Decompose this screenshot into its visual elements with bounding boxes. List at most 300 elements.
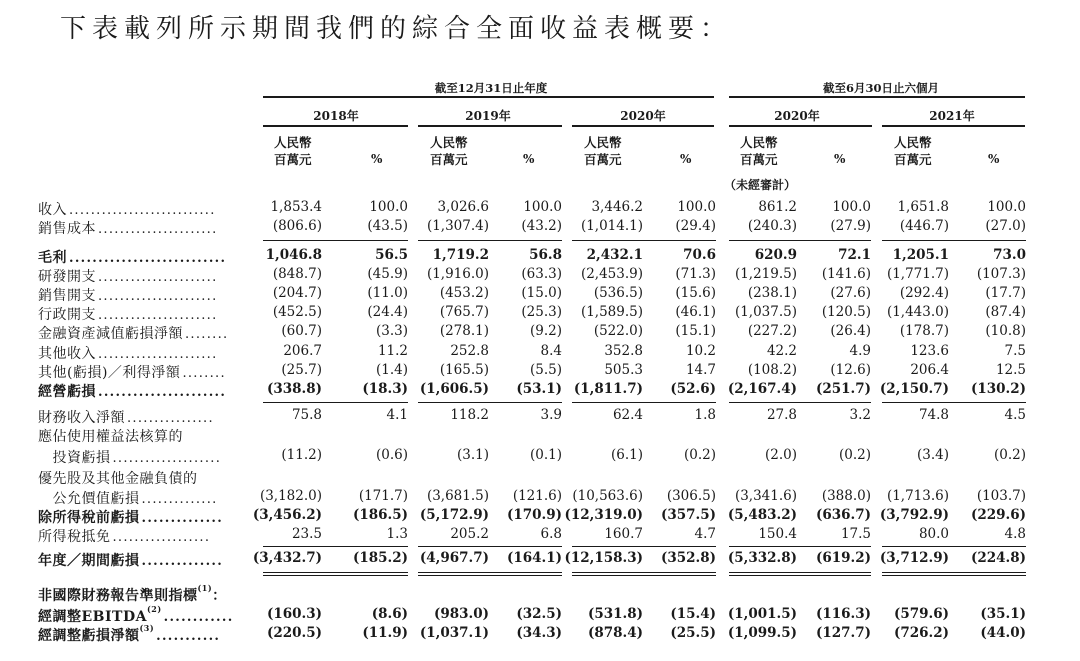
amount-cell: (5,172.9) <box>419 507 489 523</box>
table-row <box>0 285 1080 304</box>
leader-dots: ...................... <box>98 222 218 237</box>
amount-cell: (1,771.7) <box>886 266 949 282</box>
amount-cell: (3,712.9) <box>879 550 949 566</box>
unit-currency: 人民幣 <box>430 135 468 150</box>
percent-heading: % <box>988 152 1000 166</box>
amount-cell: (278.1) <box>439 323 489 339</box>
percent-cell: (35.1) <box>980 606 1026 622</box>
row-label-text: 行政開支 <box>38 307 96 323</box>
percent-cell: 4.5 <box>1004 407 1026 423</box>
amount-cell: 3,026.6 <box>437 199 489 215</box>
percent-cell: (127.7) <box>815 625 871 641</box>
amount-cell: 118.2 <box>450 407 489 423</box>
amount-cell: (3,432.7) <box>252 550 322 566</box>
row-label-text: 研發開支 <box>38 269 96 285</box>
table-rule <box>263 572 408 573</box>
amount-cell: (12,319.0) <box>564 507 643 523</box>
percent-cell: 6.8 <box>540 526 562 542</box>
table-row <box>0 218 1080 237</box>
amount-cell: (2,167.4) <box>727 381 797 397</box>
amount-cell: 1,719.2 <box>432 247 489 263</box>
table-rule <box>882 240 1026 241</box>
row-label <box>38 266 218 286</box>
percent-cell: (32.5) <box>516 606 562 622</box>
leader-dots: ................ <box>127 411 214 426</box>
row-label-text: 應佔使用權益法核算的 <box>38 429 183 445</box>
table-rule <box>263 240 408 241</box>
year-rule <box>572 125 714 127</box>
percent-cell: (46.1) <box>675 304 716 320</box>
amount-cell: 352.8 <box>604 343 643 359</box>
percent-cell: (11.0) <box>367 285 408 301</box>
amount-cell: 1,205.1 <box>892 247 949 263</box>
percent-cell: (10.8) <box>985 323 1026 339</box>
percent-cell: (388.0) <box>821 488 871 504</box>
year-rule <box>729 125 872 127</box>
amount-cell: (1,606.5) <box>419 381 489 397</box>
row-label-text: 銷售開支 <box>38 288 96 304</box>
percent-cell: (8.6) <box>371 606 408 622</box>
percent-cell: (636.7) <box>815 507 871 523</box>
amount-cell: (536.5) <box>593 285 643 301</box>
table-row <box>0 550 1080 569</box>
percent-cell: (12.6) <box>830 362 871 378</box>
percent-cell: (120.5) <box>821 304 871 320</box>
percent-cell: (171.7) <box>358 488 408 504</box>
amount-cell: (1,443.0) <box>886 304 949 320</box>
percent-cell: 56.5 <box>375 247 408 263</box>
group-heading-year: 截至12月31日止年度 <box>434 81 548 95</box>
percent-cell: 14.7 <box>685 362 716 378</box>
table-rule <box>572 572 716 573</box>
amount-cell: (238.1) <box>747 285 797 301</box>
amount-cell: (292.4) <box>899 285 949 301</box>
table-rule <box>572 546 716 547</box>
percent-cell: 4.8 <box>1004 526 1026 542</box>
leader-dots: ........................... <box>69 251 227 266</box>
row-label <box>38 447 221 467</box>
table-rule <box>882 546 1026 547</box>
percent-cell: 72.1 <box>838 247 871 263</box>
percent-cell: (26.4) <box>830 323 871 339</box>
percent-cell: (3.3) <box>375 323 408 339</box>
table-rule <box>729 575 871 576</box>
percent-cell: (27.6) <box>830 285 871 301</box>
amount-cell: 150.4 <box>758 526 797 542</box>
table-row <box>0 507 1080 526</box>
amount-cell: (1,014.1) <box>580 218 643 234</box>
amount-cell: 23.5 <box>291 526 322 542</box>
amount-cell: (452.5) <box>272 304 322 320</box>
table-rule <box>418 402 562 403</box>
amount-cell: (579.6) <box>893 606 949 622</box>
amount-cell: (220.5) <box>266 625 322 641</box>
percent-cell: (0.2) <box>993 447 1026 463</box>
percent-cell: 12.5 <box>995 362 1026 378</box>
percent-cell: (0.6) <box>375 447 408 463</box>
amount-cell: (108.2) <box>747 362 797 378</box>
percent-cell: (9.2) <box>529 323 562 339</box>
unit-currency: 人民幣 <box>894 135 932 150</box>
table-rule <box>263 402 408 403</box>
table-row <box>0 447 1080 466</box>
percent-cell: (170.9) <box>506 507 562 523</box>
leader-dots: ...................... <box>98 270 218 285</box>
amount-cell: (983.0) <box>433 606 489 622</box>
row-label-text: 其他(虧損)／利得淨額 <box>38 365 181 381</box>
footnote-marker: (1) <box>197 583 213 593</box>
percent-cell: 100.0 <box>369 199 408 215</box>
amount-cell: (2,453.9) <box>580 266 643 282</box>
percent-cell: (27.0) <box>985 218 1026 234</box>
unit-scale: 百萬元 <box>740 152 778 167</box>
amount-cell: (10,563.6) <box>572 488 643 504</box>
percent-cell: 1.3 <box>386 526 408 542</box>
percent-cell: (17.7) <box>985 285 1026 301</box>
amount-cell: (1,307.4) <box>426 218 489 234</box>
table-row <box>0 323 1080 342</box>
percent-cell: 73.0 <box>993 247 1026 263</box>
percent-cell: (116.3) <box>815 606 871 622</box>
amount-cell: 75.8 <box>291 407 322 423</box>
percent-heading: % <box>523 152 535 166</box>
table-row <box>0 426 1080 445</box>
percent-cell: 3.2 <box>849 407 871 423</box>
percent-cell: (43.5) <box>367 218 408 234</box>
amount-cell: 123.6 <box>910 343 949 359</box>
row-label <box>38 625 220 645</box>
percent-cell: (107.3) <box>976 266 1026 282</box>
percent-cell: (63.3) <box>521 266 562 282</box>
amount-cell: 27.8 <box>766 407 797 423</box>
amount-cell: 505.3 <box>604 362 643 378</box>
unit-currency: 人民幣 <box>740 135 778 150</box>
amount-cell: (227.2) <box>747 323 797 339</box>
year-heading-2021-half: 2021年 <box>929 109 975 123</box>
table-rule <box>572 402 716 403</box>
row-label <box>38 304 218 324</box>
row-label-text: 非國際財務報告準則指標 <box>38 588 198 604</box>
percent-cell: 56.8 <box>529 247 562 263</box>
percent-cell: (18.3) <box>362 381 408 397</box>
percent-cell: (15.0) <box>521 285 562 301</box>
amount-cell: (806.6) <box>272 218 322 234</box>
percent-heading: % <box>680 152 692 166</box>
table-row <box>0 343 1080 362</box>
table-rule <box>263 546 408 547</box>
footnote-marker: (2) <box>146 604 162 614</box>
percent-cell: (0.2) <box>683 447 716 463</box>
table-rule <box>882 572 1026 573</box>
row-label-text: 經營虧損 <box>38 384 96 400</box>
amount-cell: (1,916.0) <box>426 266 489 282</box>
amount-cell: (453.2) <box>439 285 489 301</box>
amount-cell: 74.8 <box>918 407 949 423</box>
unit-heading <box>430 134 468 168</box>
row-label-text: 毛利 <box>38 250 67 266</box>
amount-cell: (5,483.2) <box>727 507 797 523</box>
unit-currency: 人民幣 <box>274 135 312 150</box>
amount-cell: (446.7) <box>899 218 949 234</box>
year-heading-2018: 2018年 <box>313 109 359 123</box>
percent-cell: (0.1) <box>529 447 562 463</box>
table-rule <box>882 402 1026 403</box>
amount-cell: (1,589.5) <box>580 304 643 320</box>
table-row <box>0 488 1080 507</box>
percent-cell: (15.6) <box>675 285 716 301</box>
percent-cell: 100.0 <box>987 199 1026 215</box>
leader-dots: ........ <box>182 366 226 381</box>
percent-cell: (224.8) <box>970 550 1026 566</box>
unit-currency: 人民幣 <box>584 135 622 150</box>
amount-cell: 80.0 <box>918 526 949 542</box>
table-rule <box>729 572 871 573</box>
amount-cell: (2,150.7) <box>879 381 949 397</box>
percent-cell: (352.8) <box>660 550 716 566</box>
row-label-text: 除所得稅前虧損 <box>38 510 140 526</box>
percent-cell: (53.1) <box>516 381 562 397</box>
table-row <box>0 407 1080 426</box>
amount-cell: (1,037.5) <box>734 304 797 320</box>
table-rule <box>572 575 716 576</box>
amount-cell: 205.2 <box>450 526 489 542</box>
percent-cell: (34.3) <box>516 625 562 641</box>
table-row <box>0 585 1080 604</box>
percent-cell: (229.6) <box>970 507 1026 523</box>
table-row <box>0 526 1080 545</box>
percent-cell: (25.3) <box>521 304 562 320</box>
amount-cell: (25.7) <box>281 362 322 378</box>
percent-cell: (306.5) <box>666 488 716 504</box>
unaudited-note: （未經審計） <box>724 178 797 192</box>
table-rule <box>418 575 562 576</box>
row-label <box>38 381 226 401</box>
percent-cell: (0.2) <box>838 447 871 463</box>
row-label <box>38 323 228 343</box>
leader-dots: ........................... <box>69 203 216 218</box>
row-label <box>38 218 218 238</box>
percent-cell: (29.4) <box>675 218 716 234</box>
amount-cell: (204.7) <box>272 285 322 301</box>
row-label-text: 公允價值虧損 <box>38 491 140 507</box>
percent-cell: (1.4) <box>375 362 408 378</box>
row-label <box>38 550 223 570</box>
table-rule <box>572 240 716 241</box>
leader-dots: .............. <box>141 511 224 526</box>
percent-cell: (186.5) <box>352 507 408 523</box>
percent-cell: (15.1) <box>675 323 716 339</box>
amount-cell: (3.1) <box>456 447 489 463</box>
percent-cell: 100.0 <box>523 199 562 215</box>
leader-dots: .............. <box>141 554 224 569</box>
year-rule <box>882 125 1025 127</box>
year-heading-2020: 2020年 <box>620 109 666 123</box>
percent-cell: 100.0 <box>677 199 716 215</box>
table-row <box>0 606 1080 625</box>
amount-cell: (4,967.7) <box>419 550 489 566</box>
row-label-text: 金融資產減值虧損淨額 <box>38 326 183 342</box>
year-rule <box>263 125 408 127</box>
row-label <box>38 488 218 508</box>
amount-cell: (165.5) <box>439 362 489 378</box>
table-row <box>0 625 1080 644</box>
amount-cell: (178.7) <box>899 323 949 339</box>
percent-cell: (27.9) <box>830 218 871 234</box>
percent-cell: (24.4) <box>367 304 408 320</box>
amount-cell: 3,446.2 <box>591 199 643 215</box>
percent-cell: (45.9) <box>367 266 408 282</box>
amount-cell: (765.7) <box>439 304 489 320</box>
percent-cell: 100.0 <box>832 199 871 215</box>
unit-scale: 百萬元 <box>274 152 312 167</box>
row-label-text: 其他收入 <box>38 346 96 362</box>
leader-dots: ........... <box>156 629 221 644</box>
row-label <box>38 407 214 427</box>
amount-cell: (160.3) <box>266 606 322 622</box>
percent-cell: 70.6 <box>683 247 716 263</box>
group-heading-half-year: 截至6月30日止六個月 <box>822 81 939 95</box>
percent-cell: (357.5) <box>660 507 716 523</box>
year-heading-2019: 2019年 <box>465 109 511 123</box>
table-row <box>0 266 1080 285</box>
amount-cell: 1,046.8 <box>265 247 322 263</box>
year-rule <box>418 125 562 127</box>
amount-cell: (726.2) <box>893 625 949 641</box>
amount-cell: (1,219.5) <box>734 266 797 282</box>
percent-cell: (185.2) <box>352 550 408 566</box>
row-label <box>38 247 226 267</box>
leader-dots: ............ <box>163 610 234 625</box>
amount-cell: (3,182.0) <box>259 488 322 504</box>
leader-dots: ...................... <box>98 289 218 304</box>
leader-dots: ...................... <box>98 385 227 400</box>
unit-heading <box>894 134 932 168</box>
leader-dots: .................... <box>112 451 222 466</box>
table-row <box>0 362 1080 381</box>
table-rule <box>418 240 562 241</box>
year-heading-2020-half: 2020年 <box>774 109 820 123</box>
percent-cell: 10.2 <box>685 343 716 359</box>
amount-cell: 1,853.4 <box>270 199 322 215</box>
leader-dots: ...................... <box>98 347 218 362</box>
percent-cell: (87.4) <box>985 304 1026 320</box>
percent-cell: (15.4) <box>670 606 716 622</box>
table-rule <box>729 240 871 241</box>
percent-cell: (251.7) <box>815 381 871 397</box>
amount-cell: (338.8) <box>266 381 322 397</box>
amount-cell: 160.7 <box>604 526 643 542</box>
percent-cell: 8.4 <box>540 343 562 359</box>
amount-cell: (11.2) <box>281 447 322 463</box>
unit-scale: 百萬元 <box>584 152 622 167</box>
row-label <box>38 468 198 488</box>
row-label <box>38 526 210 546</box>
row-label <box>38 199 216 219</box>
table-row <box>0 247 1080 266</box>
page-title: 下表載列所示期間我們的綜合全面收益表概要： <box>60 14 733 44</box>
leader-dots: .............. <box>141 492 218 507</box>
row-label <box>38 606 234 626</box>
row-label-text: 經調整EBITDA <box>38 609 147 625</box>
row-label-text: 投資虧損 <box>38 450 111 466</box>
amount-cell: (848.7) <box>272 266 322 282</box>
table-rule <box>418 546 562 547</box>
table-row <box>0 468 1080 487</box>
percent-cell: (5.5) <box>529 362 562 378</box>
table-rule <box>729 546 871 547</box>
percent-cell: 11.2 <box>377 343 408 359</box>
row-label <box>38 507 223 527</box>
percent-cell: 4.7 <box>694 526 716 542</box>
percent-cell: (164.1) <box>506 550 562 566</box>
amount-cell: 206.4 <box>910 362 949 378</box>
row-label-text: 年度／期間虧損 <box>38 553 140 569</box>
row-label-text: 優先股及其他金融負債的 <box>38 471 198 487</box>
row-label-text: 財務收入淨額 <box>38 410 125 426</box>
unit-heading <box>740 134 778 168</box>
row-label <box>38 343 218 363</box>
amount-cell: (878.4) <box>587 625 643 641</box>
leader-dots: .................. <box>112 530 211 545</box>
percent-cell: (130.2) <box>970 381 1026 397</box>
footnote-marker: (3) <box>139 623 155 633</box>
unit-heading <box>584 134 622 168</box>
percent-cell: (43.2) <box>521 218 562 234</box>
percent-cell: 17.5 <box>840 526 871 542</box>
amount-cell: (522.0) <box>593 323 643 339</box>
amount-cell: (1,037.1) <box>419 625 489 641</box>
percent-cell: 7.5 <box>1004 343 1026 359</box>
amount-cell: 252.8 <box>450 343 489 359</box>
unit-scale: 百萬元 <box>430 152 468 167</box>
amount-cell: (1,001.5) <box>727 606 797 622</box>
table-rule <box>263 575 408 576</box>
amount-cell: (240.3) <box>747 218 797 234</box>
amount-cell: (1,811.7) <box>573 381 643 397</box>
table-row <box>0 381 1080 400</box>
percent-cell: (11.9) <box>362 625 408 641</box>
row-label-text: 銷售成本 <box>38 221 96 237</box>
amount-cell: (531.8) <box>587 606 643 622</box>
leader-dots: ........ <box>185 327 229 342</box>
label-suffix: ： <box>212 588 227 604</box>
percent-cell: 3.9 <box>540 407 562 423</box>
table-row <box>0 304 1080 323</box>
row-label <box>38 585 227 605</box>
percent-heading: % <box>834 152 846 166</box>
amount-cell: 1,651.8 <box>897 199 949 215</box>
unit-scale: 百萬元 <box>894 152 932 167</box>
percent-cell: 4.1 <box>386 407 408 423</box>
amount-cell: (2.0) <box>764 447 797 463</box>
amount-cell: (3,456.2) <box>252 507 322 523</box>
row-label-text: 所得稅抵免 <box>38 529 111 545</box>
percent-cell: (44.0) <box>980 625 1026 641</box>
percent-cell: (71.3) <box>675 266 716 282</box>
row-label <box>38 426 183 446</box>
amount-cell: 2,432.1 <box>586 247 643 263</box>
percent-cell: (103.7) <box>976 488 1026 504</box>
table-rule <box>418 572 562 573</box>
amount-cell: 62.4 <box>612 407 643 423</box>
amount-cell: (60.7) <box>281 323 322 339</box>
amount-cell: (1,099.5) <box>727 625 797 641</box>
table-rule <box>882 575 1026 576</box>
amount-cell: 206.7 <box>283 343 322 359</box>
amount-cell: 42.2 <box>766 343 797 359</box>
amount-cell: (3.4) <box>916 447 949 463</box>
amount-cell: (6.1) <box>610 447 643 463</box>
